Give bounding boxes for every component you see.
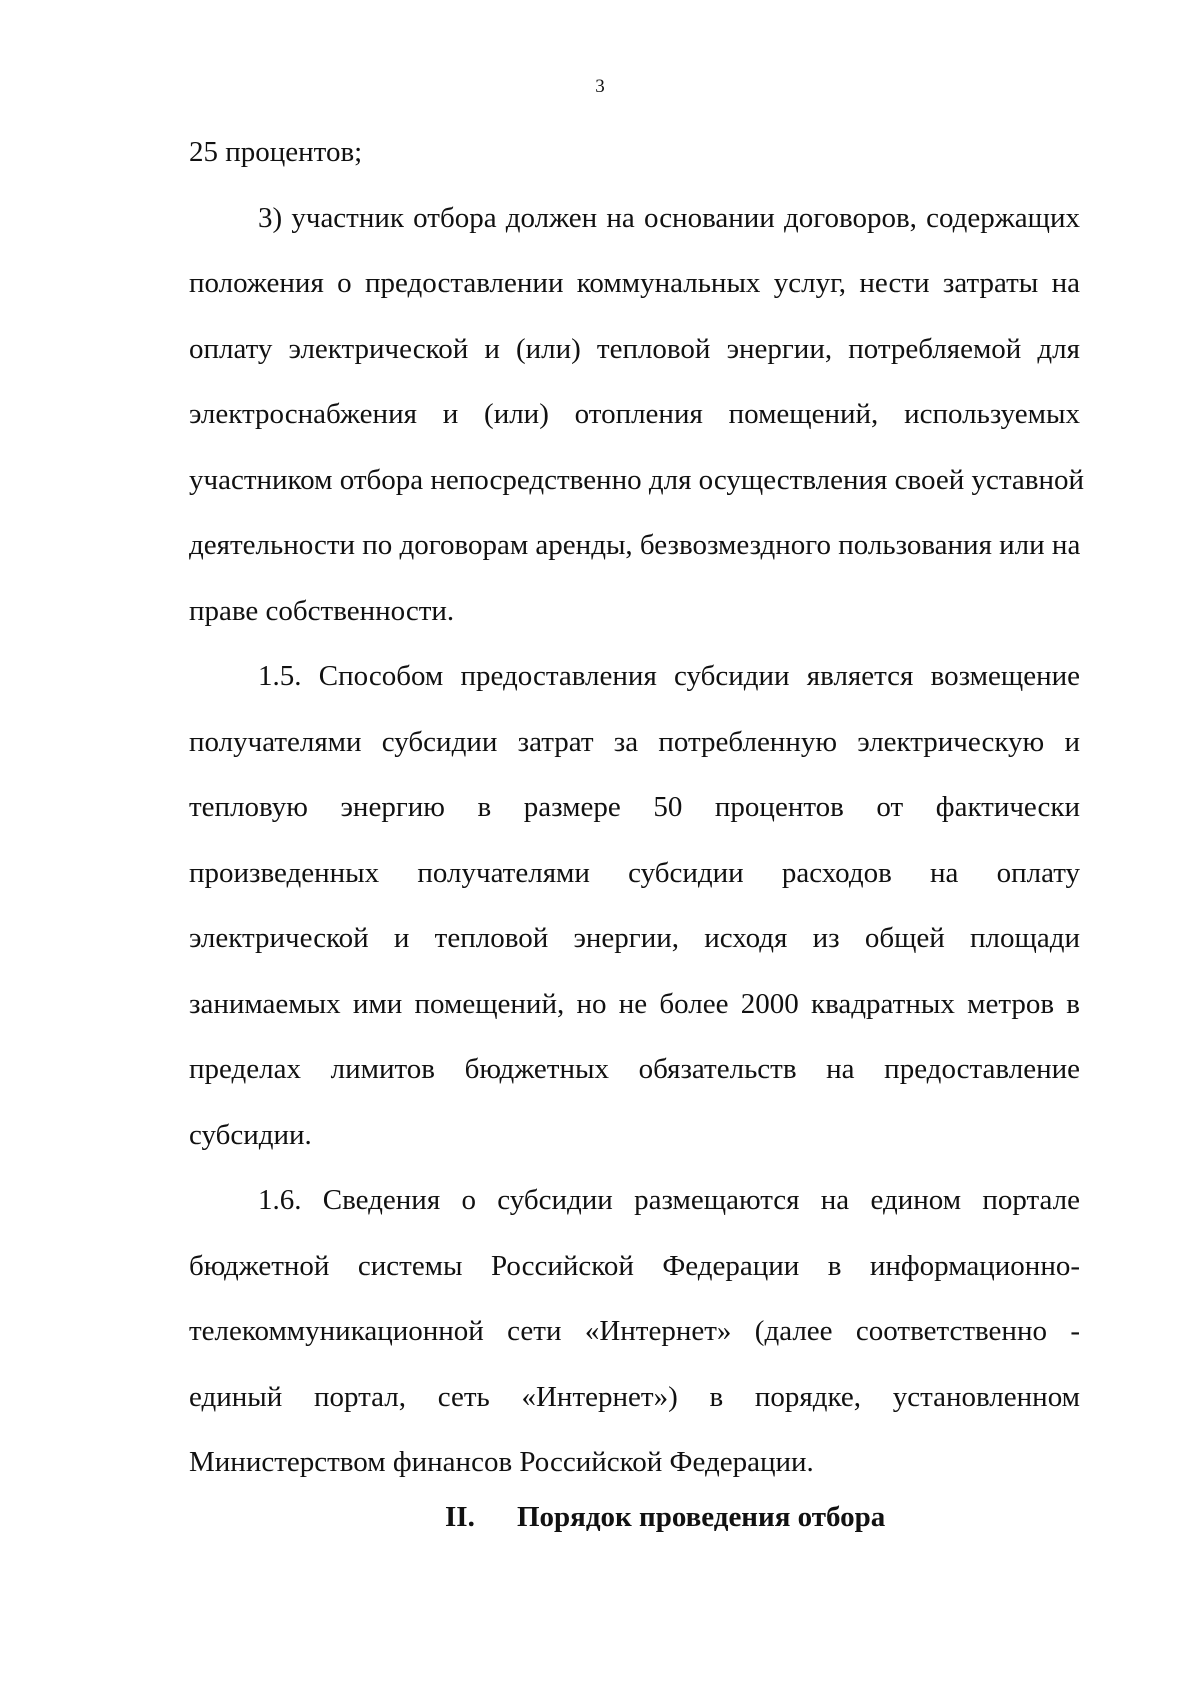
paragraph-1-5 [189, 644, 1080, 1168]
text-line: 1.5. Способом предоставления субсидии является возмещение [258, 660, 1080, 692]
section-title: Порядок проведения отбора [517, 1501, 886, 1533]
section-number: II. [445, 1501, 475, 1533]
text-line: 3) участник отбора должен на основании договоров, содержащих [258, 201, 1080, 234]
text-line: Министерством финансов Российской Федерации. [189, 1446, 814, 1478]
text-line: занимаемых ими помещений, но не более 2000 квадратных метров в [189, 987, 1080, 1020]
paragraph-item-2-end [189, 120, 1080, 186]
text-line: участником отбора непосредственно для осуществления своей уставной [189, 463, 1084, 496]
paragraph-item-3 [189, 186, 1084, 645]
text-line: положения о предоставлении коммунальных услуг, нести затраты на [189, 267, 1080, 299]
text-line: оплату электрической и (или) тепловой энергии, потребляемой для [189, 332, 1080, 365]
text-line: телекоммуникационной сети «Интернет» (далее соответственно - [189, 1315, 1080, 1347]
page-number: 3 [595, 76, 605, 97]
text-line: праве собственности. [189, 594, 455, 627]
text-line: 25 процентов; [189, 136, 363, 168]
document-body [189, 120, 1084, 1496]
text-line: тепловую энергию в размере 50 процентов от фактически [189, 791, 1080, 823]
text-line: субсидии. [189, 1118, 312, 1151]
text-line: деятельности по договорам аренды, безвозмездного пользования или на [189, 529, 1081, 561]
text-line: произведенных получателями субсидии расходов на оплату [189, 856, 1080, 889]
paragraph-1-6 [189, 1168, 1080, 1496]
text-line: получателями субсидии затрат за потребленную электрическую и [189, 725, 1080, 758]
text-line: пределах лимитов бюджетных обязательств на предоставление [189, 1053, 1080, 1085]
text-line: единый портал, сеть «Интернет») в порядке, установленном [189, 1380, 1080, 1413]
text-line: бюджетной системы Российской Федерации в информационно- [189, 1249, 1080, 1282]
text-line: электроснабжения и (или) отопления помещений, используемых [189, 398, 1080, 430]
text-line: электрической и тепловой энергии, исходя из общей площади [189, 922, 1080, 954]
text-line: 1.6. Сведения о субсидии размещаются на едином портале [258, 1184, 1080, 1216]
